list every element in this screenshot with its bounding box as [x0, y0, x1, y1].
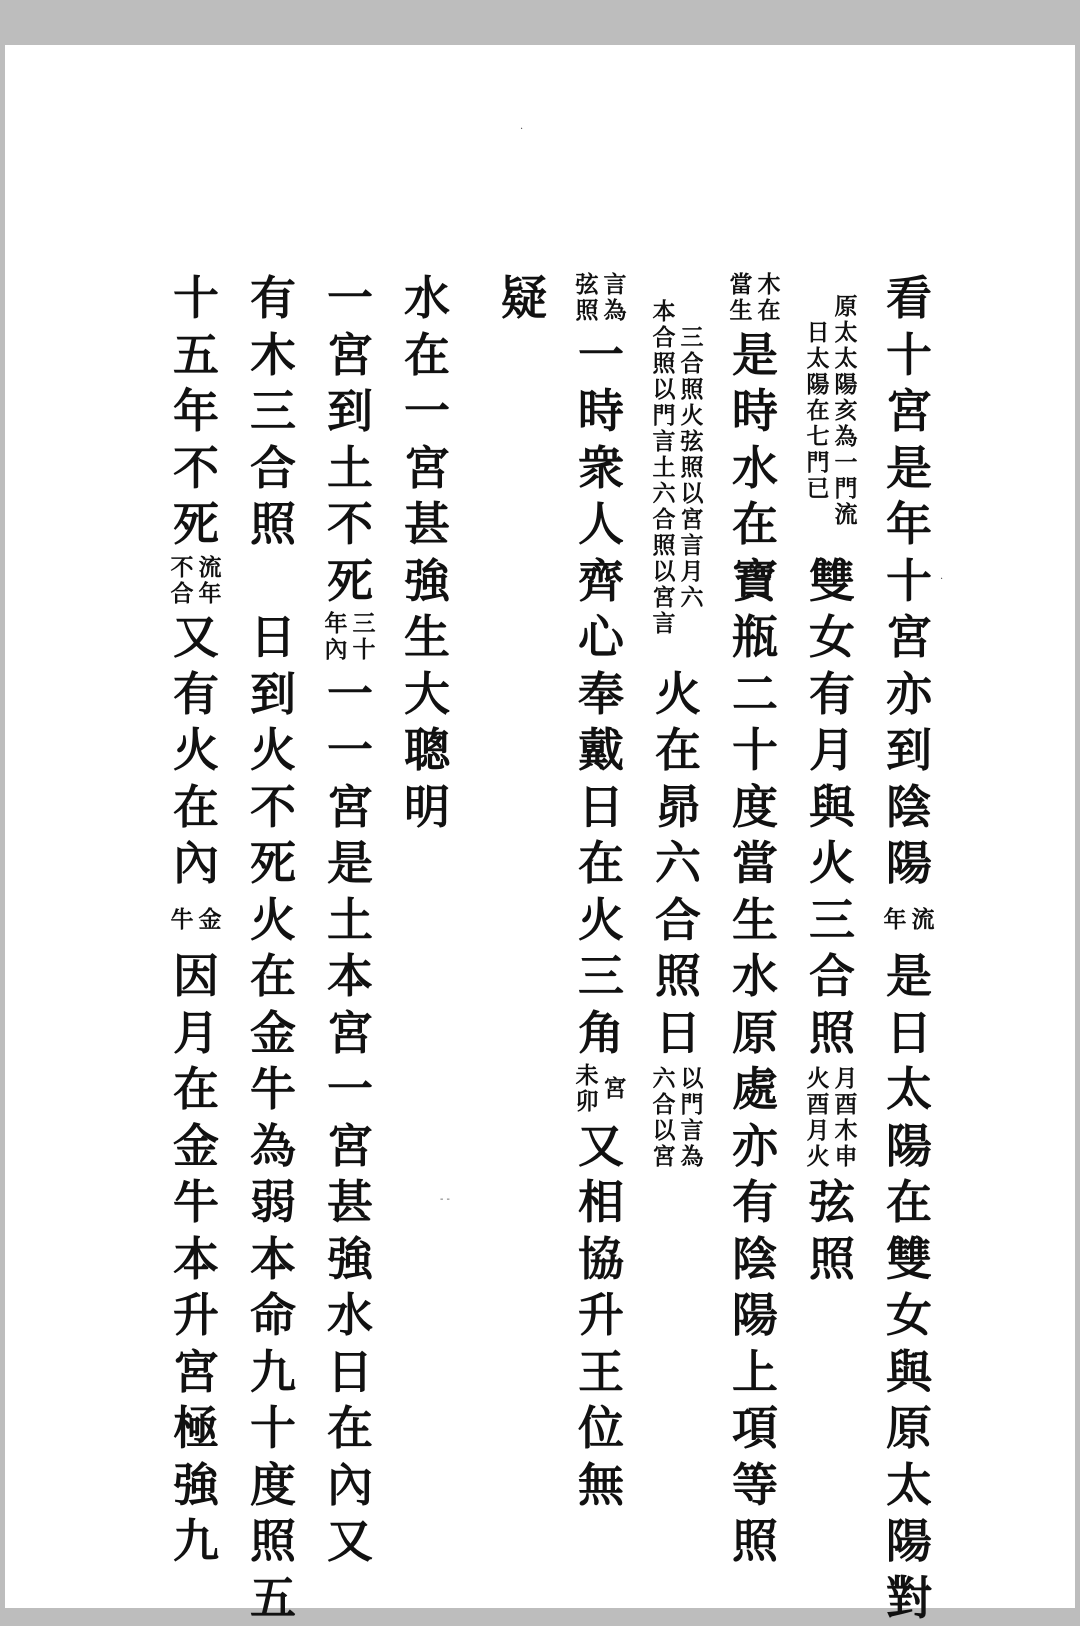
glyph: 陰	[727, 1231, 783, 1288]
glyph: 因	[168, 948, 224, 1005]
glyph: 九	[245, 1344, 301, 1401]
scan-speck: ·	[940, 575, 943, 585]
text-column	[241, 270, 305, 1626]
glyph: 牛	[168, 1174, 224, 1231]
note-glyph: 流	[833, 502, 859, 528]
glyph: 有	[245, 270, 301, 327]
glyph: 人	[573, 496, 629, 553]
interlinear-note	[648, 1061, 708, 1174]
glyph: 太	[881, 1457, 937, 1514]
glyph: 相	[573, 1174, 629, 1231]
glyph: 雙	[881, 1231, 937, 1288]
note-left-line	[651, 1066, 677, 1170]
glyph: 昴	[650, 779, 706, 836]
glyph: 王	[573, 1344, 629, 1401]
glyph: 內	[322, 1457, 378, 1514]
glyph: 十	[168, 270, 224, 327]
note-glyph: 卯	[574, 1089, 600, 1115]
glyph: 生	[399, 609, 455, 666]
glyph: 五	[168, 327, 224, 384]
note-glyph: 三	[679, 325, 705, 351]
note-glyph: 門	[679, 1092, 705, 1118]
glyph: 原	[881, 1400, 937, 1457]
glyph: 陽	[727, 1287, 783, 1344]
interlinear-note	[725, 270, 785, 327]
glyph: 處	[727, 1061, 783, 1118]
text-column	[492, 270, 556, 327]
glyph: 弦	[804, 1174, 860, 1231]
note-glyph: 月	[805, 1118, 831, 1144]
glyph: 到	[322, 383, 378, 440]
glyph: 為	[245, 1118, 301, 1175]
glyph: 協	[573, 1231, 629, 1288]
glyph: 死	[168, 496, 224, 553]
note-right-line	[602, 1076, 628, 1102]
glyph: 聰	[399, 722, 455, 779]
glyph: 宮	[881, 383, 937, 440]
glyph: 照	[804, 1005, 860, 1062]
note-glyph: 六	[651, 1066, 677, 1092]
glyph: 雙	[804, 553, 860, 610]
glyph: 在	[573, 835, 629, 892]
note-right-line	[833, 1066, 859, 1170]
note-left-line	[574, 272, 600, 324]
note-glyph: 弦	[574, 272, 600, 298]
glyph: 在	[168, 779, 224, 836]
note-glyph: 六	[651, 481, 677, 507]
text-column	[164, 270, 228, 1570]
glyph: 陰	[881, 779, 937, 836]
glyph: 升	[168, 1287, 224, 1344]
note-glyph: 日	[805, 320, 831, 346]
glyph: 金	[245, 1005, 301, 1062]
glyph: 死	[322, 553, 378, 610]
note-glyph: 以	[679, 481, 705, 507]
glyph: 火	[650, 666, 706, 723]
note-glyph: 合	[169, 581, 195, 607]
note-right-line	[197, 555, 223, 607]
glyph: 合	[245, 440, 301, 497]
note-glyph: 未	[574, 1063, 600, 1089]
note-right-line	[756, 272, 782, 324]
note-glyph: 以	[679, 1066, 705, 1092]
glyph: 宮	[322, 1118, 378, 1175]
text-column	[723, 270, 787, 1570]
glyph: 土	[322, 440, 378, 497]
glyph: 合	[804, 948, 860, 1005]
note-glyph: 照	[651, 533, 677, 559]
glyph: 不	[168, 440, 224, 497]
note-glyph: 合	[651, 1092, 677, 1118]
glyph: 一	[322, 270, 378, 327]
glyph: 太	[881, 1061, 937, 1118]
scan-speck: - -	[440, 1195, 450, 1205]
glyph: 六	[650, 835, 706, 892]
note-glyph: 宮	[651, 1144, 677, 1170]
glyph: 一	[322, 722, 378, 779]
glyph: 是	[881, 948, 937, 1005]
glyph: 照	[650, 948, 706, 1005]
glyph: 當	[727, 835, 783, 892]
interlinear-note	[648, 270, 708, 666]
glyph: 一	[573, 327, 629, 384]
note-glyph: 當	[728, 272, 754, 298]
glyph: 火	[573, 892, 629, 949]
glyph: 奉	[573, 666, 629, 723]
note-left-line	[574, 1063, 600, 1115]
note-glyph: 土	[651, 455, 677, 481]
glyph: 五	[245, 1570, 301, 1626]
note-glyph: 酉	[833, 1092, 859, 1118]
glyph: 土	[322, 892, 378, 949]
note-glyph: 合	[651, 325, 677, 351]
interlinear-note	[320, 609, 380, 666]
note-right-line	[910, 907, 936, 933]
note-glyph: 陽	[805, 372, 831, 398]
note-glyph: 一	[833, 450, 859, 476]
glyph: 上	[727, 1344, 783, 1401]
glyph: 齊	[573, 553, 629, 610]
glyph: 火	[245, 722, 301, 779]
glyph: 十	[881, 327, 937, 384]
glyph: 又	[322, 1513, 378, 1570]
glyph: 在	[322, 1400, 378, 1457]
note-glyph: 照	[679, 455, 705, 481]
glyph: 三	[573, 948, 629, 1005]
note-glyph: 以	[651, 1118, 677, 1144]
note-left-line	[728, 272, 754, 324]
note-glyph: 木	[756, 272, 782, 298]
note-glyph: 照	[651, 351, 677, 377]
glyph: 與	[804, 779, 860, 836]
glyph: 亦	[727, 1118, 783, 1175]
glyph: 無	[573, 1457, 629, 1514]
interlinear-note	[802, 270, 862, 553]
note-glyph: 亥	[833, 398, 859, 424]
note-glyph: 火	[805, 1066, 831, 1092]
note-glyph: 照	[679, 377, 705, 403]
note-glyph: 木	[833, 1118, 859, 1144]
note-glyph: 流	[197, 555, 223, 581]
glyph: 度	[245, 1457, 301, 1514]
glyph: 看	[881, 270, 937, 327]
glyph: 死	[245, 835, 301, 892]
glyph: 疑	[496, 270, 552, 327]
glyph: 衆	[573, 440, 629, 497]
note-glyph: 牛	[169, 907, 195, 933]
glyph: 一	[399, 383, 455, 440]
scan-speck: ·	[520, 125, 523, 135]
note-glyph: 金	[197, 907, 223, 933]
note-glyph: 年	[882, 907, 908, 933]
glyph: 項	[727, 1400, 783, 1457]
note-right-line	[679, 1066, 705, 1170]
note-left-line	[169, 907, 195, 933]
note-glyph: 火	[679, 403, 705, 429]
glyph: 照	[245, 1513, 301, 1570]
note-glyph: 內	[323, 637, 349, 663]
glyph: 強	[399, 553, 455, 610]
note-glyph: 年	[197, 581, 223, 607]
note-glyph: 以	[651, 377, 677, 403]
note-right-line	[602, 272, 628, 324]
note-glyph: 十	[351, 637, 377, 663]
glyph: 度	[727, 779, 783, 836]
glyph: 水	[322, 1287, 378, 1344]
text-column	[395, 270, 459, 835]
glyph: 九	[168, 1513, 224, 1570]
glyph: 宮	[881, 609, 937, 666]
note-left-line	[323, 611, 349, 663]
note-left-line	[882, 907, 908, 933]
text-column	[318, 270, 382, 1570]
glyph: 又	[573, 1118, 629, 1175]
glyph: 甚	[322, 1174, 378, 1231]
note-glyph: 七	[805, 424, 831, 450]
note-right-line	[833, 294, 859, 528]
note-glyph: 太	[805, 346, 831, 372]
glyph: 十	[881, 553, 937, 610]
glyph: 不	[322, 496, 378, 553]
text-column	[646, 270, 710, 1174]
glyph: 十	[245, 1400, 301, 1457]
interlinear-note	[166, 892, 226, 949]
glyph: 火	[804, 835, 860, 892]
note-left-line	[651, 299, 677, 637]
note-glyph: 為	[602, 298, 628, 324]
note-right-line	[679, 325, 705, 611]
note-glyph: 原	[833, 294, 859, 320]
note-glyph: 宮	[651, 585, 677, 611]
note-right-line	[351, 611, 377, 663]
glyph: 是	[727, 327, 783, 384]
note-glyph: 言	[651, 429, 677, 455]
glyph: 大	[399, 666, 455, 723]
glyph: 極	[168, 1400, 224, 1457]
glyph: 等	[727, 1457, 783, 1514]
note-glyph: 言	[651, 611, 677, 637]
note-glyph: 言	[679, 533, 705, 559]
note-glyph: 宮	[602, 1076, 628, 1102]
note-glyph: 申	[833, 1144, 859, 1170]
glyph: 時	[727, 383, 783, 440]
glyph: 日	[881, 1005, 937, 1062]
glyph: 二	[727, 666, 783, 723]
glyph: 強	[322, 1231, 378, 1288]
glyph: 日	[573, 779, 629, 836]
note-glyph: 月	[679, 559, 705, 585]
note-glyph: 生	[728, 298, 754, 324]
glyph: 有	[727, 1174, 783, 1231]
note-glyph: 以	[651, 559, 677, 585]
glyph: 女	[804, 609, 860, 666]
glyph: 時	[573, 383, 629, 440]
glyph: 宮	[168, 1344, 224, 1401]
note-glyph: 為	[833, 424, 859, 450]
glyph: 到	[881, 722, 937, 779]
note-glyph: 合	[679, 351, 705, 377]
note-glyph: 三	[351, 611, 377, 637]
glyph: 宮	[322, 1005, 378, 1062]
glyph: 在	[399, 327, 455, 384]
glyph: 水	[399, 270, 455, 327]
note-glyph: 酉	[805, 1092, 831, 1118]
note-glyph: 月	[833, 1066, 859, 1092]
interlinear-note	[571, 1061, 631, 1118]
glyph: 三	[804, 892, 860, 949]
note-glyph: 合	[651, 507, 677, 533]
glyph: 陽	[881, 835, 937, 892]
glyph: 女	[881, 1287, 937, 1344]
note-left-line	[169, 555, 195, 607]
glyph: 火	[245, 892, 301, 949]
glyph: 有	[168, 666, 224, 723]
glyph: 是	[322, 835, 378, 892]
note-glyph: 在	[756, 298, 782, 324]
glyph: 陽	[881, 1513, 937, 1570]
note-glyph: 流	[910, 907, 936, 933]
glyph: 對	[881, 1570, 937, 1626]
glyph: 金	[168, 1118, 224, 1175]
note-glyph: 在	[805, 398, 831, 424]
note-glyph: 照	[574, 298, 600, 324]
glyph: 水	[727, 948, 783, 1005]
glyph: 命	[245, 1287, 301, 1344]
note-glyph: 太	[833, 346, 859, 372]
glyph: 日	[322, 1344, 378, 1401]
note-glyph: 門	[651, 403, 677, 429]
document-page	[5, 45, 1075, 1608]
note-glyph: 六	[679, 585, 705, 611]
glyph: 宮	[399, 440, 455, 497]
glyph: 陽	[881, 1118, 937, 1175]
glyph: 三	[245, 383, 301, 440]
glyph: 與	[881, 1344, 937, 1401]
glyph: 弱	[245, 1174, 301, 1231]
text-column	[800, 270, 864, 1287]
note-glyph: 本	[651, 299, 677, 325]
interlinear-note	[802, 1061, 862, 1174]
glyph: 原	[727, 1005, 783, 1062]
text-column	[569, 270, 633, 1513]
glyph: 不	[245, 779, 301, 836]
glyph: 瓶	[727, 609, 783, 666]
text-column	[877, 270, 941, 1626]
note-glyph: 門	[805, 450, 831, 476]
glyph: 一	[322, 666, 378, 723]
glyph: 升	[573, 1287, 629, 1344]
note-glyph: 言	[679, 1118, 705, 1144]
glyph: 甚	[399, 496, 455, 553]
glyph: 又	[168, 609, 224, 666]
interlinear-note	[571, 270, 631, 327]
glyph: 合	[650, 892, 706, 949]
glyph: 月	[804, 722, 860, 779]
glyph: 照	[804, 1231, 860, 1288]
glyph: 木	[245, 327, 301, 384]
glyph: 本	[322, 948, 378, 1005]
note-left-line	[805, 1066, 831, 1170]
note-glyph: 陽	[833, 372, 859, 398]
glyph: 在	[245, 948, 301, 1005]
note-glyph: 言	[602, 272, 628, 298]
glyph: 在	[881, 1174, 937, 1231]
glyph: 在	[168, 1061, 224, 1118]
glyph: 照	[245, 496, 301, 553]
note-glyph: 太	[833, 320, 859, 346]
glyph: 十	[727, 722, 783, 779]
glyph: 在	[727, 496, 783, 553]
glyph: 水	[727, 440, 783, 497]
glyph: 戴	[573, 722, 629, 779]
glyph: 月	[168, 1005, 224, 1062]
glyph: 宮	[322, 779, 378, 836]
glyph: 生	[727, 892, 783, 949]
glyph: 火	[168, 722, 224, 779]
glyph: 日	[245, 609, 301, 666]
glyph: 年	[881, 496, 937, 553]
glyph: 角	[573, 1005, 629, 1062]
glyph: 日	[650, 1005, 706, 1062]
glyph: 在	[650, 722, 706, 779]
glyph: 本	[245, 1231, 301, 1288]
glyph: 明	[399, 779, 455, 836]
glyph: 寶	[727, 553, 783, 610]
glyph: 牛	[245, 1061, 301, 1118]
note-glyph: 為	[679, 1144, 705, 1170]
glyph: 照	[727, 1513, 783, 1570]
interlinear-note	[879, 892, 939, 949]
glyph: 亦	[881, 666, 937, 723]
note-glyph: 火	[805, 1144, 831, 1170]
note-glyph: 不	[169, 555, 195, 581]
interlinear-note	[166, 553, 226, 610]
glyph: 內	[168, 835, 224, 892]
glyph: 位	[573, 1400, 629, 1457]
glyph: 一	[322, 1061, 378, 1118]
note-glyph: 弦	[679, 429, 705, 455]
note-glyph: 年	[323, 611, 349, 637]
glyph: 年	[168, 383, 224, 440]
note-right-line	[197, 907, 223, 933]
glyph: 有	[804, 666, 860, 723]
glyph: 強	[168, 1457, 224, 1514]
glyph: 到	[245, 666, 301, 723]
glyph: 心	[573, 609, 629, 666]
glyph	[245, 553, 301, 610]
note-glyph: 門	[833, 476, 859, 502]
note-glyph: 已	[805, 476, 831, 502]
note-glyph: 宮	[679, 507, 705, 533]
glyph: 宮	[322, 327, 378, 384]
glyph: 是	[881, 440, 937, 497]
note-left-line	[805, 320, 831, 502]
glyph: 本	[168, 1231, 224, 1288]
